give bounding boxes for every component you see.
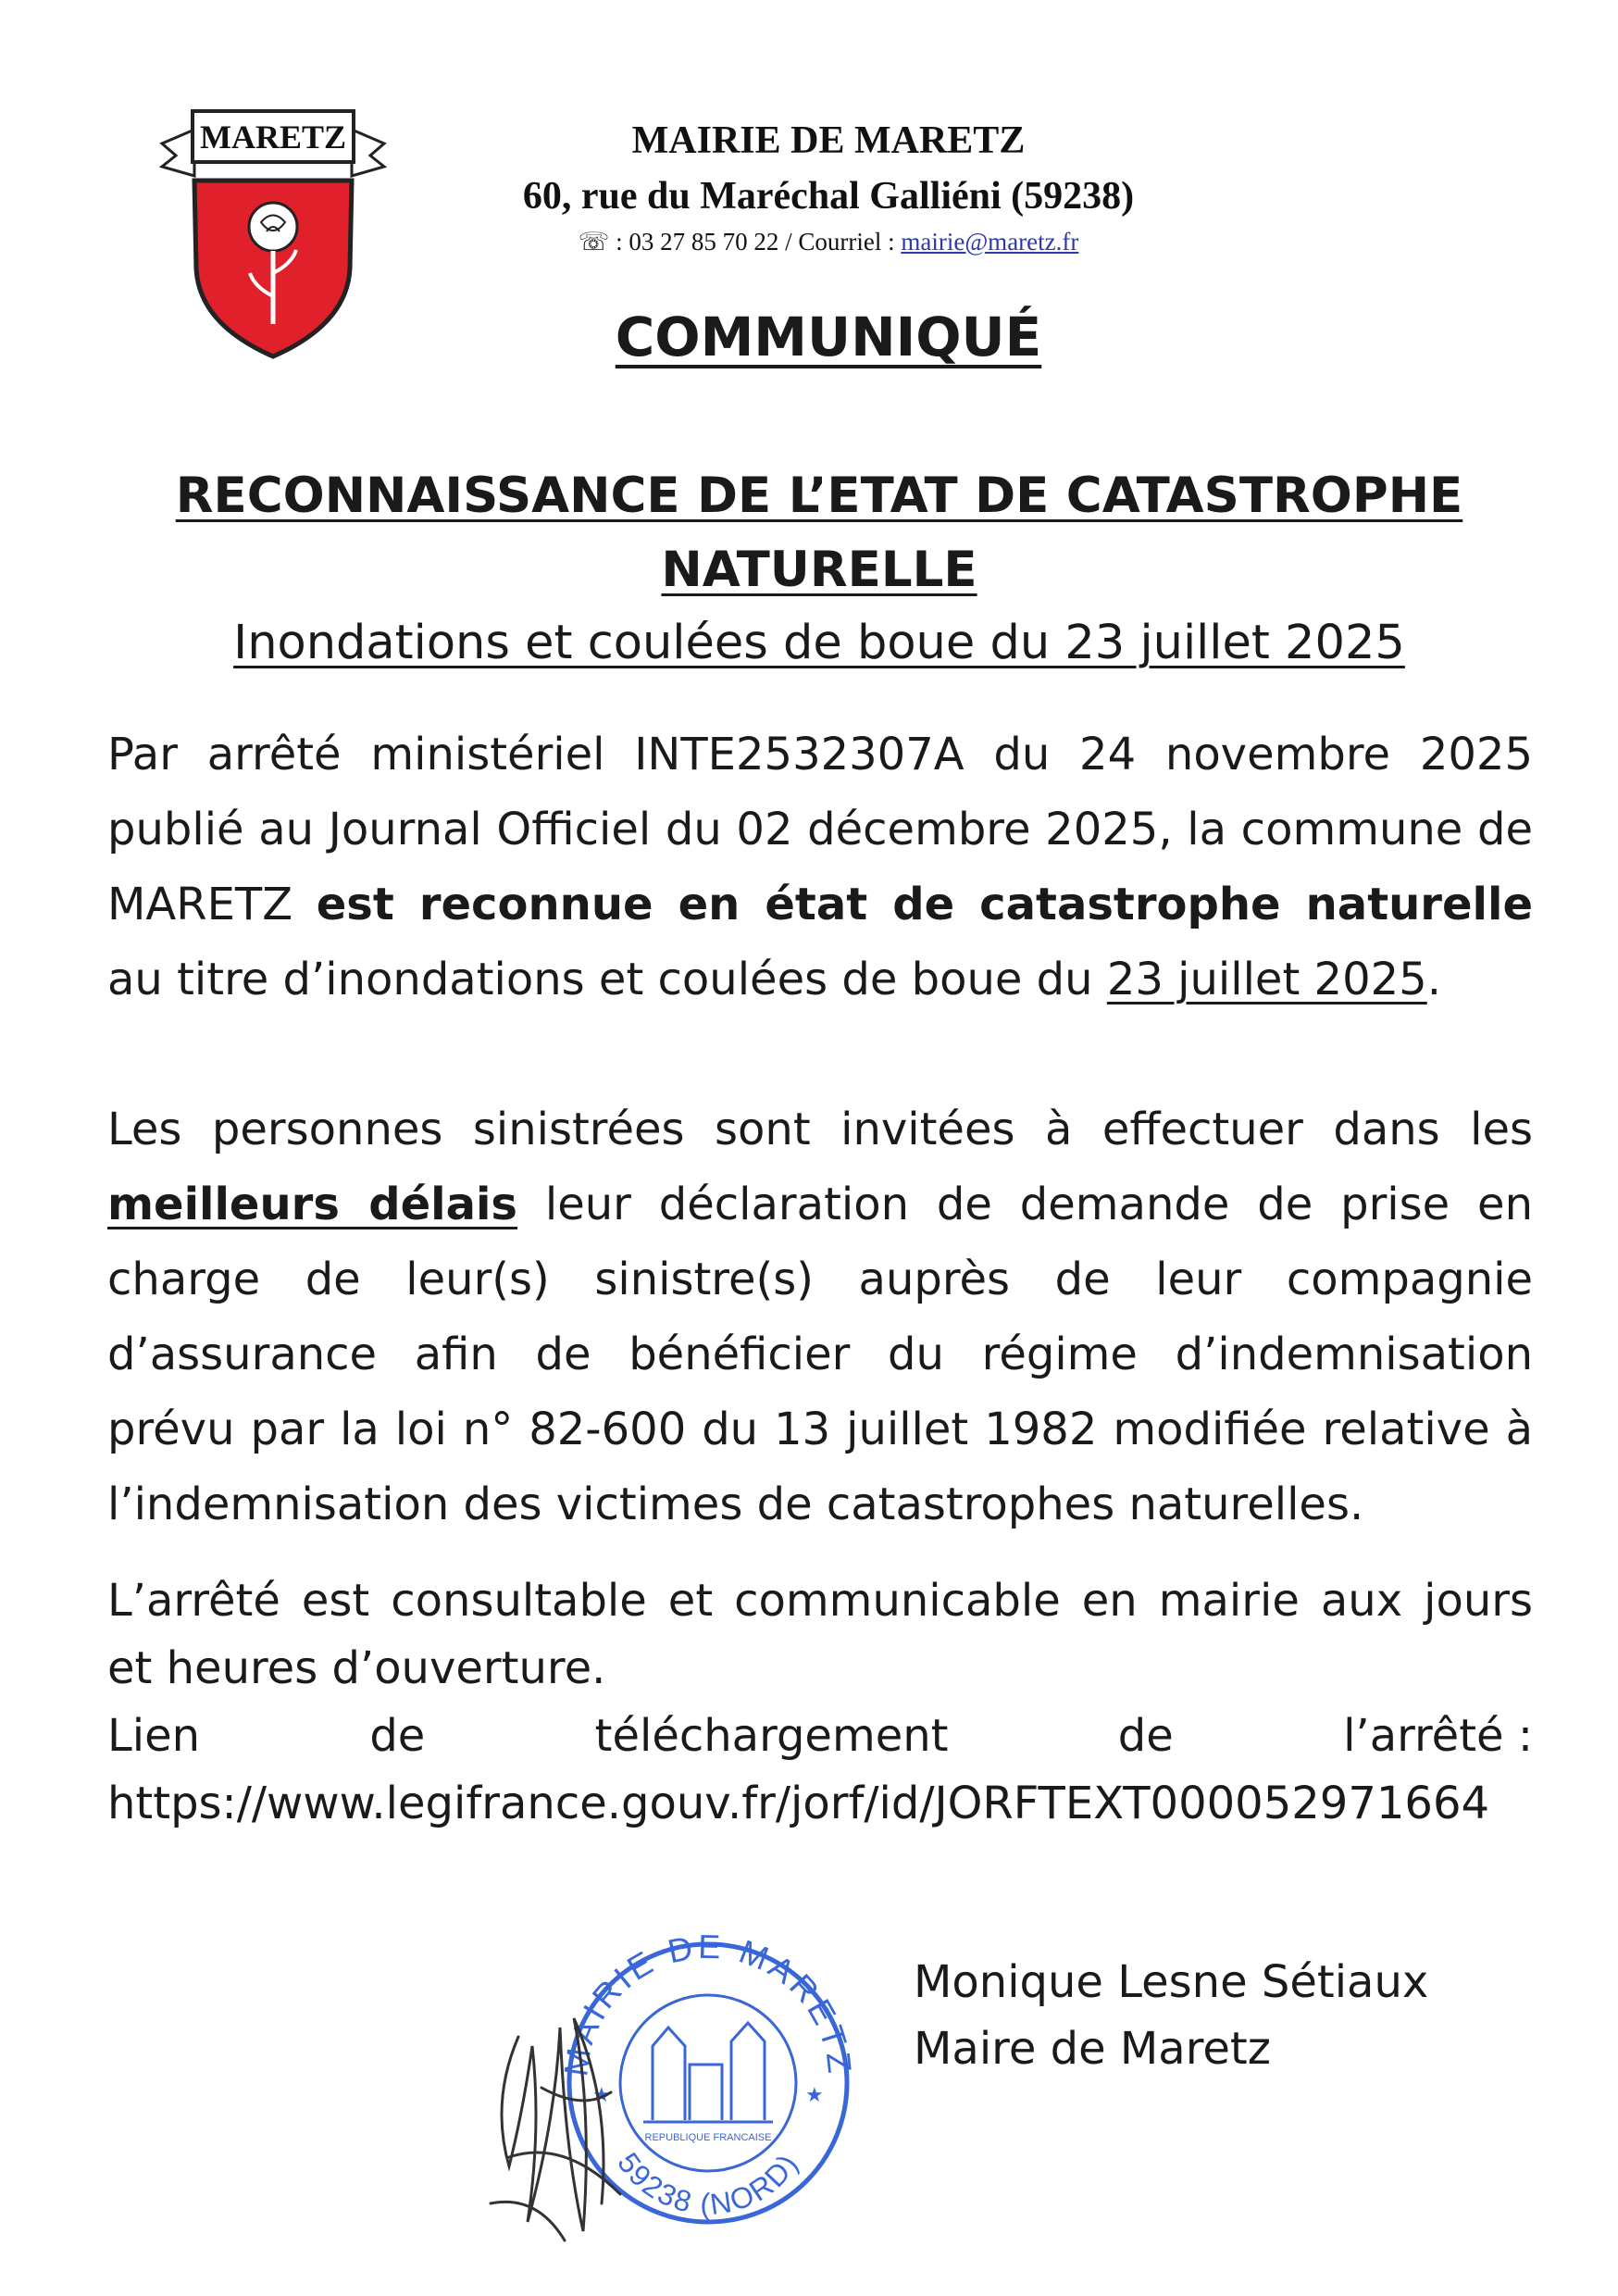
paragraph-instructions <box>107 1092 1533 1542</box>
handwritten-signature <box>491 2018 620 2240</box>
event-date: 23 juillet 2025 <box>1106 954 1427 1005</box>
signatory-role: Maire de Maretz <box>914 2023 1271 2075</box>
download-word: téléchargement <box>594 1710 949 1762</box>
download-word: Lien <box>107 1710 201 1762</box>
document-title-line2: NATURELLE <box>661 542 977 598</box>
email-link[interactable]: mairie@maretz.fr <box>901 228 1079 256</box>
document-title-line1: RECONNAISSANCE DE L’ETAT DE CATASTROPHE <box>175 468 1463 524</box>
decree-text: Par arrêté ministériel INTE2532307A du 24 novembre 2025 publié au Journal Officiel du 02 décembre 2025, la commune de MARETZ <box>107 729 1533 930</box>
decree-highlight: est reconnue en état de catastrophe naturelle <box>316 879 1533 930</box>
svg-text:★: ★ <box>592 2084 611 2107</box>
svg-text:MAIRIE DE MARETZ <box>556 1928 859 2078</box>
phone-text: : 03 27 85 70 22 / Courriel : <box>609 228 902 256</box>
instructions-text: Les personnes sinistrées sont invitées à effectuer dans les <box>107 1104 1533 1155</box>
phone-icon: ☏ <box>578 228 610 256</box>
download-word: de <box>369 1710 426 1762</box>
signature-and-stamp <box>454 1926 889 2268</box>
download-word: l’arrêté : <box>1343 1710 1533 1762</box>
decree-end: . <box>1426 954 1441 1005</box>
signatory-name: Monique Lesne Sétiaux <box>914 1956 1429 2008</box>
mairie-contact <box>435 228 1222 256</box>
instructions-highlight: meilleurs délais <box>107 1179 518 1230</box>
download-word: de <box>1117 1710 1174 1762</box>
download-label-row <box>107 1703 1533 1770</box>
stamp-bottom-text: 59238 (NORD) <box>611 2146 805 2222</box>
signatory-block <box>914 1949 1428 2082</box>
mairie-address: 60, rue du Maréchal Galliéni (59238) <box>522 175 1135 218</box>
document-subtitle: Inondations et coulées de boue du 23 juillet 2025 <box>233 616 1405 670</box>
decree-text-2: au titre d’inondations et coulées de boue du <box>107 954 1107 1005</box>
paragraph-consultation <box>107 1567 1533 1838</box>
consultation-text: L’arrêté est consultable et communicable en mairie aux jours et heures d’ouverture. <box>107 1575 1533 1694</box>
stamp-top-text: MAIRIE DE MARETZ <box>556 1927 860 2078</box>
maretz-crest-logo <box>157 93 389 361</box>
crest-label: MARETZ <box>199 119 347 156</box>
communique-heading: COMMUNIQUÉ <box>615 306 1042 368</box>
download-url[interactable]: https://www.legifrance.gouv.fr/jorf/id/JORFTEXT000052971664 <box>107 1778 1490 1829</box>
mairie-title: MAIRIE DE MARETZ <box>631 119 1026 162</box>
instructions-text-2: leur déclaration de demande de prise en charge de leur(s) sinistre(s) auprès de leur compagnie d’assurance afin de bénéficier du régime d’indemnisation prévu par la loi n° 82-600 du 13 juillet 1982 modifiée relative à l’indemnisation des victimes de catastrophes naturelles. <box>107 1179 1534 1530</box>
paragraph-decree <box>107 718 1533 1017</box>
svg-text:★: ★ <box>805 2084 824 2107</box>
svg-text:59238 (NORD) <box>611 2147 805 2221</box>
stamp-republic-text: REPUBLIQUE FRANCAISE <box>644 2132 772 2143</box>
